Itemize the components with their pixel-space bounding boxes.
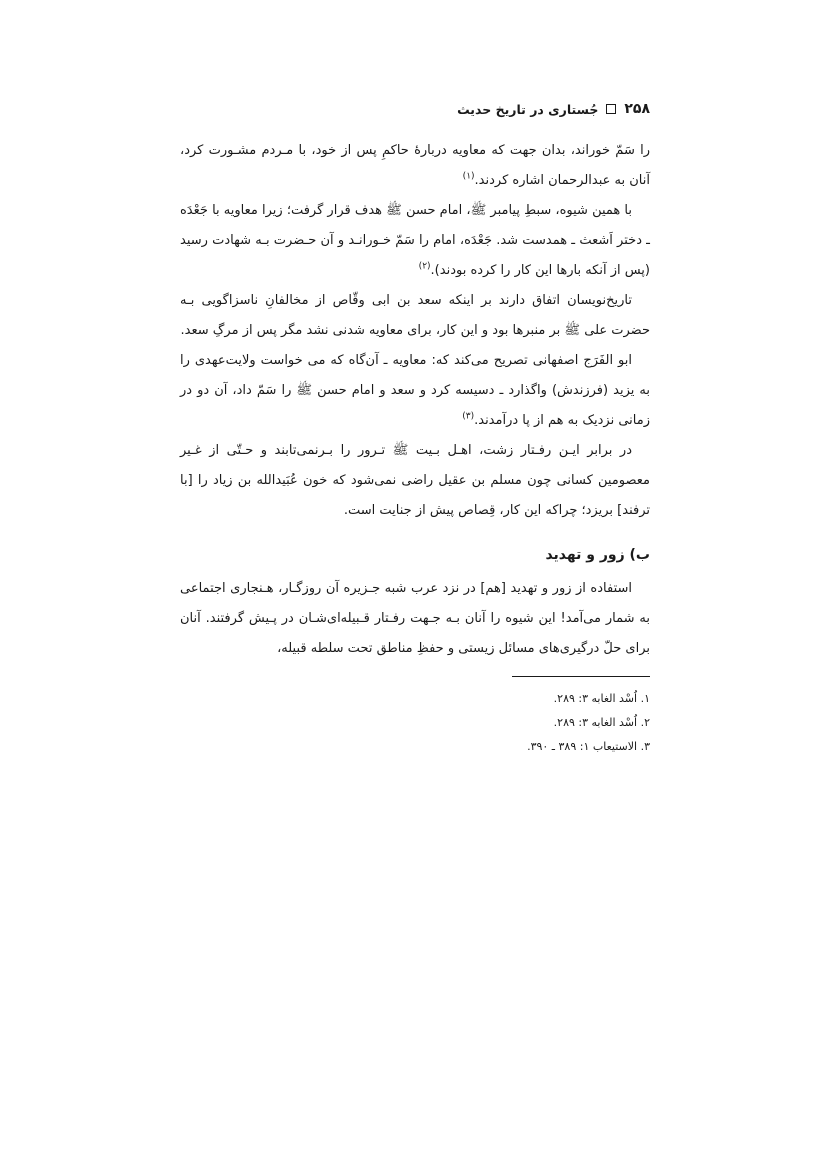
footnote: ۲. اُسْد الغابه ۳: ۲۸۹. [553, 716, 650, 729]
body-paragraph [180, 136, 650, 196]
running-head [180, 96, 650, 122]
page-number: ۲۵۸ [624, 101, 650, 117]
paragraph-text: را سَمّ خوراند، بدان جهت که معاویه دربارۀ حاکمِ پس از خود، با مـردم مشـورت کرد، آنان به عبدالرحمان اشاره کردند. [180, 143, 650, 188]
body-paragraph [180, 574, 650, 664]
section-heading: ب) زور و تهدید [545, 547, 650, 563]
footnote-divider [512, 676, 650, 677]
body-paragraph [180, 196, 650, 286]
body-paragraph [180, 286, 650, 346]
body-paragraph [180, 346, 650, 436]
footnote: ۱. اُسْد الغابه ۳: ۲۸۹. [553, 692, 650, 705]
footnote-reference[interactable]: (۲) [418, 261, 431, 272]
footnote-reference[interactable]: (۱) [462, 171, 475, 182]
footnote-list [180, 687, 650, 759]
body-paragraph [180, 436, 650, 526]
paragraph-text: ابو الفَرَج اصفهانی تصریح می‌کند که: معاویه ـ آن‌گاه که می خواست ولایت‌عهدی را به یزید (فرزندش) واگذارد ـ دسیسه کرد و سعد و امام حسن ﷺ را سَمّ داد، آن دو در زمانی نزدیک به هم از پا درآمدند. [180, 353, 650, 428]
paragraph-text: تاریخ‌نویسان اتفاق دارند بر اینکه سعد بن ابی وقّاص از مخالفانِ ناسزاگویی بـه حضرت علی ﷺ بر منبرها بود و این کار، برای معاویه شدنی نشد مگر پس از مرگِ سعد. [180, 293, 650, 338]
book-title: جُستاری در تاریخ حدیث [457, 101, 599, 117]
book-page [180, 96, 650, 759]
paragraph-text: در برابر ایـن رفـتار زشت، اهـل بـیت ﷺ تـرور را بـرنمی‌تابند و حـتّی از غـیر معصومین کسانی چون مسلم بن عقیل راضی نمی‌شود که خون عُبَیدالله بن زیاد را [با ترفند] بریزد؛ چراکه این کار، قِصاص پیش از جنایت است. [180, 443, 650, 518]
paragraph-text: با همین شیوه، سبطِ پیامبر ﷺ، امام حسن ﷺ هدف قرار گرفت؛ زیرا معاویه با جَعْدَه ـ دختر اَشعث ـ همدست شد. جَعْدَه، امام را سَمّ خـورانـد و آن حـضرت بـه شهادت رسید (پس از آنکه بارها این کار را کرده بودند). [180, 203, 650, 278]
paragraph-text: استفاده از زور و تهدید [هم] در نزد عرب شبه جـزیره آن روزگـار، هـنجاری اجتماعی به شمار می‌آمد! این شیوه را آنان بـه جـهت رفـتار قـبیله‌ای‌شـان در پـیش گرفتند. آنان برای حلّ درگیری‌های مسائل زیستی و حفظِ مناطق تحت سلطه قبیله، [180, 581, 650, 656]
square-bullet-icon [606, 104, 616, 114]
footnote: ۳. الاستیعاب ۱: ۳۸۹ ـ ۳۹۰. [527, 740, 650, 753]
footnote-reference[interactable]: (۳) [462, 411, 475, 422]
